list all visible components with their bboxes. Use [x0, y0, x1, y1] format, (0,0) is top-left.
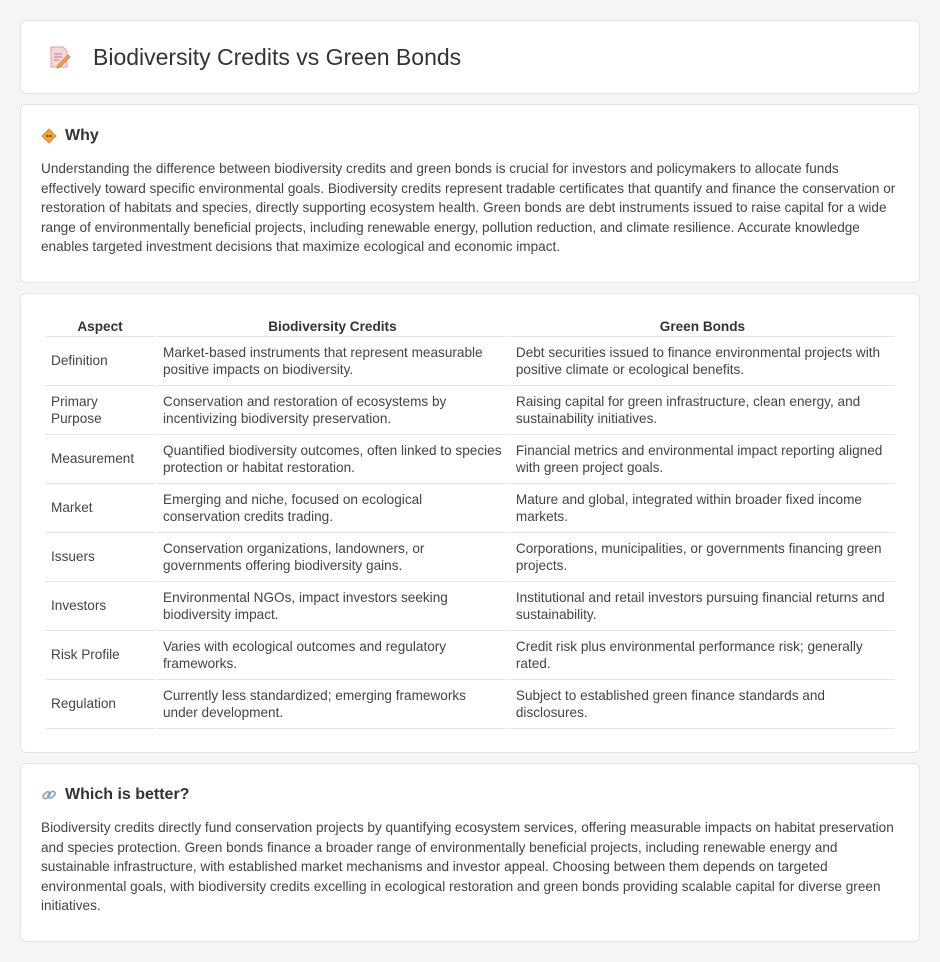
biodiversity-cell: Currently less standardized; emerging frameworks under development. — [157, 680, 508, 729]
green-bonds-cell: Corporations, municipalities, or governments financing green projects. — [510, 533, 895, 582]
table-header-row — [45, 316, 895, 337]
biodiversity-cell: Conservation and restoration of ecosystems by incentivizing biodiversity preservation. — [157, 386, 508, 435]
biodiversity-cell: Market-based instruments that represent measurable positive impacts on biodiversity. — [157, 337, 508, 386]
table-row — [45, 386, 895, 435]
memo-icon — [45, 43, 73, 71]
biodiversity-cell: Environmental NGOs, impact investors seeking biodiversity impact. — [157, 582, 508, 631]
comparison-table — [43, 316, 897, 729]
green-bonds-cell: Subject to established green finance standards and disclosures. — [510, 680, 895, 729]
biodiversity-cell: Emerging and niche, focused on ecological conservation credits trading. — [157, 484, 508, 533]
green-bonds-cell: Credit risk plus environmental performance risk; generally rated. — [510, 631, 895, 680]
table-row — [45, 533, 895, 582]
biodiversity-cell: Conservation organizations, landowners, or governments offering biodiversity gains. — [157, 533, 508, 582]
header-green-bonds: Green Bonds — [510, 316, 895, 337]
aspect-cell: Issuers — [45, 533, 155, 582]
table-row — [45, 484, 895, 533]
biodiversity-cell: Quantified biodiversity outcomes, often linked to species protection or habitat restoration. — [157, 435, 508, 484]
comparison-card — [20, 293, 920, 753]
header-biodiversity-credits: Biodiversity Credits — [157, 316, 508, 337]
link-icon — [41, 787, 57, 803]
why-section — [20, 104, 920, 283]
table-row — [45, 435, 895, 484]
diamond-sign-icon — [41, 128, 57, 144]
aspect-cell: Market — [45, 484, 155, 533]
header-aspect: Aspect — [45, 316, 155, 337]
green-bonds-cell: Mature and global, integrated within broader fixed income markets. — [510, 484, 895, 533]
page-title: Biodiversity Credits vs Green Bonds — [93, 43, 462, 70]
green-bonds-cell: Raising capital for green infrastructure, clean energy, and sustainability initiatives. — [510, 386, 895, 435]
better-heading: Which is better? — [65, 786, 190, 803]
table-row — [45, 582, 895, 631]
aspect-cell: Investors — [45, 582, 155, 631]
aspect-cell: Risk Profile — [45, 631, 155, 680]
title-card — [20, 20, 920, 94]
table-row — [45, 631, 895, 680]
better-text: Biodiversity credits directly fund conservation projects by quantifying ecosystem services, offering measurable impacts on habitat preservation and species protection. Green bonds finance a broader range of environmentally beneficial projects, including renewable energy and sustainable infrastructure, with established market mechanisms and investor appeal. Choosing between them depends on targeted environmental goals, with biodiversity credits excelling in ecological restoration and green bonds providing scalable capital for diverse green initiatives. — [41, 820, 894, 913]
table-row — [45, 680, 895, 729]
why-heading: Why — [65, 127, 99, 144]
aspect-cell: Primary Purpose — [45, 386, 155, 435]
why-text: Understanding the difference between biodiversity credits and green bonds is crucial for investors and policymakers to allocate funds effectively toward specific environmental goals. Biodiversity credits represent tradable certificates that quantify and finance the conservation or restoration of habitats and species, directly supporting ecosystem health. Green bonds are debt instruments issued to raise capital for a wide range of environmentally beneficial projects, including renewable energy, pollution reduction, and climate resilience. Accurate knowledge enables targeted investment decisions that maximize ecological and economic impact. — [41, 161, 896, 254]
green-bonds-cell: Financial metrics and environmental impact reporting aligned with green project goals. — [510, 435, 895, 484]
green-bonds-cell: Institutional and retail investors pursuing financial returns and sustainability. — [510, 582, 895, 631]
aspect-cell: Regulation — [45, 680, 155, 729]
biodiversity-cell: Varies with ecological outcomes and regulatory frameworks. — [157, 631, 508, 680]
which-is-better-section — [20, 763, 920, 942]
table-row — [45, 337, 895, 386]
aspect-cell: Definition — [45, 337, 155, 386]
aspect-cell: Measurement — [45, 435, 155, 484]
green-bonds-cell: Debt securities issued to finance environmental projects with positive climate or ecological benefits. — [510, 337, 895, 386]
